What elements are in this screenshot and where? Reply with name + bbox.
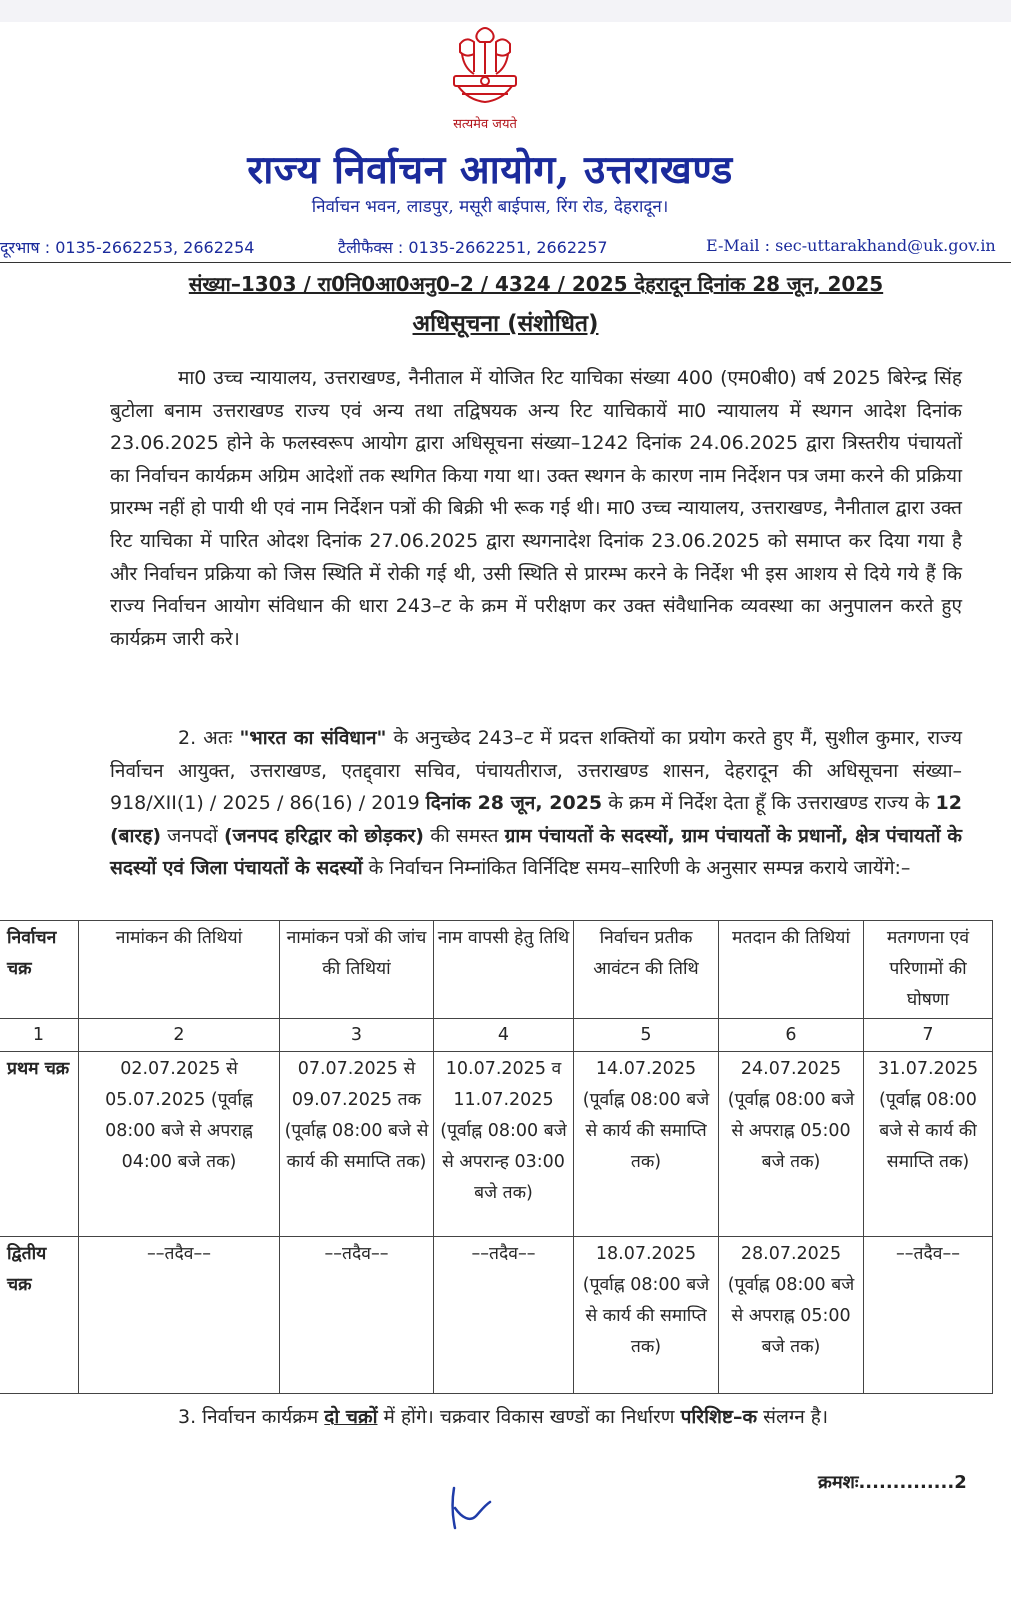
header-divider: [0, 262, 1011, 263]
paragraph-3: 3. निर्वाचन कार्यक्रम दो चक्रों में होंगे। चक्रवार विकास खण्डों का निर्धारण परिशिष्ट–क संलग्न है।: [178, 1406, 829, 1428]
column-number: 7: [864, 1019, 993, 1052]
emblem-motto: सत्यमेव जयते: [453, 117, 517, 132]
national-emblem-icon: [440, 24, 530, 120]
phase-label: द्वितीय चक्र: [0, 1237, 79, 1394]
table-cell: ––तदैव––: [280, 1237, 434, 1394]
election-schedule-table: [0, 920, 993, 1394]
table-cell: ––तदैव––: [79, 1237, 280, 1394]
table-cell: ––तदैव––: [864, 1237, 993, 1394]
header-polling-dates: मतदान की तिथियां: [719, 921, 864, 1019]
telefax-number: टैलीफैक्स : 0135-2662251, 2662257: [338, 238, 608, 257]
header-scrutiny-dates: नामांकन पत्रों की जांच की तिथियां: [280, 921, 434, 1019]
email-address: E-Mail : sec-uttarakhand@uk.gov.in: [706, 236, 996, 255]
table-cell: 28.07.2025 (पूर्वाह्न 08:00 बजे से अपराह्न 05:00 बजे तक): [719, 1237, 864, 1394]
column-number: 1: [0, 1019, 79, 1052]
table-cell: ––तदैव––: [434, 1237, 574, 1394]
table-row: [0, 1237, 993, 1394]
column-number: 6: [719, 1019, 864, 1052]
table-number-row: [0, 1019, 993, 1052]
phase-label: प्रथम चक्र: [0, 1052, 79, 1237]
header-symbol-allotment-date: निर्वाचन प्रतीक आवंटन की तिथि: [574, 921, 719, 1019]
table-cell: 07.07.2025 से 09.07.2025 तक (पूर्वाह्न 08:00 बजे से कार्य की समाप्ति तक): [280, 1052, 434, 1237]
column-number: 4: [434, 1019, 574, 1052]
table-cell: 10.07.2025 व 11.07.2025 (पूर्वाह्न 08:00 बजे से अपरान्ह 03:00 बजे तक): [434, 1052, 574, 1237]
letterhead-address: निर्वाचन भवन, लाडपुर, मसूरी बाईपास, रिंग रोड, देहरादून।: [311, 197, 669, 217]
header-counting-results: मतगणना एवं परिणामों की घोषणा: [864, 921, 993, 1019]
column-number: 2: [79, 1019, 280, 1052]
header-phase: निर्वाचन चक्र: [0, 921, 79, 1019]
table-header-row: [0, 921, 993, 1019]
column-number: 3: [280, 1019, 434, 1052]
header-withdrawal-date: नाम वापसी हेतु तिथि: [434, 921, 574, 1019]
paragraph-1: मा0 उच्च न्यायालय, उत्तराखण्ड, नैनीताल में योजित रिट याचिका संख्या 400 (एम0बी0) वर्ष 2025 बिरेन्द्र सिंह बुटोला बनाम उत्तराखण्ड राज्य एवं अन्य तथा तद्विषयक अन्य रिट याचिकायें मा0 न्यायालय में स्थगन आदेश दिनांक 23.06.2025 होने के फलस्वरूप आयोग द्वारा अधिसूचना संख्या–1242 दिनांक 24.06.2025 द्वारा त्रिस्तरीय पंचायतों का निर्वाचन कार्यक्रम अग्रिम आदेशों तक स्थगित किया गया था। उक्त स्थगन के कारण नाम निर्देशन पत्र जमा करने की प्रक्रिया प्रारम्भ नहीं हो पायी थी एवं नाम निर्देशन पत्रों की बिक्री भी रूक गई थी। मा0 उच्च न्यायालय, उत्तराखण्ड, नैनीताल द्वारा उक्त रिट याचिका में पारित ओदश दिनांक 27.06.2025 द्वारा स्थगनादेश दिनांक 23.06.2025 को समाप्त कर दिया गया है और निर्वाचन प्रक्रिया को जिस स्थिति में रोकी गई थी, उसी स्थिति से प्रारम्भ करने के निर्देश भी इस आशय से दिये गये हैं कि राज्य निर्वाचन आयोग संविधान की धारा 243–ट के क्रम में परीक्षण कर उक्त संवैधानिक व्यवस्था का अनुपालन करते हुए कार्यक्रम जारी करे।: [110, 367, 962, 650]
table-cell: 14.07.2025 (पूर्वाह्न 08:00 बजे से कार्य की समाप्ति तक): [574, 1052, 719, 1237]
reference-number: संख्या–1303 / रा0नि0आ0अनु0–2 / 4324 / 2025 देहरादून दिनांक 28 जून, 2025: [188, 272, 884, 296]
table-cell: 31.07.2025 (पूर्वाह्न 08:00 बजे से कार्य की समाप्ति तक): [864, 1052, 993, 1237]
notification-heading: अधिसूचना (संशोधित): [412, 311, 599, 337]
letterhead-title: राज्य निर्वाचन आयोग, उत्तराखण्ड: [247, 147, 733, 193]
table-cell: 24.07.2025 (पूर्वाह्न 08:00 बजे से अपराह्न 05:00 बजे तक): [719, 1052, 864, 1237]
top-band: [0, 0, 1011, 22]
table-row: [0, 1052, 993, 1237]
column-number: 5: [574, 1019, 719, 1052]
table-cell: 18.07.2025 (पूर्वाह्न 08:00 बजे से कार्य की समाप्ति तक): [574, 1237, 719, 1394]
header-nomination-dates: नामांकन की तिथियां: [79, 921, 280, 1019]
phone-number: दूरभाष : 0135-2662253, 2662254: [0, 238, 255, 257]
paragraph-2: 2. अतः "भारत का संविधान" के अनुच्छेद 243–ट में प्रदत्त शक्तियों का प्रयोग करते हुए मैं, सुशील कुमार, राज्य निर्वाचन आयुक्त, उत्तराखण्ड, एतद्द्वारा सचिव, पंचायतीराज, उत्तराखण्ड शासन, देहरादून की अधिसूचना संख्या–918/XII(1) / 2025 / 86(16) / 2019 दिनांक 28 जून, 2025 के क्रम में निर्देश देता हूँ कि उत्तराखण्ड राज्य के 12 (बारह) जनपदों (जनपद हरिद्वार को छोड़कर) की समस्त ग्राम पंचायतों के सदस्यों, ग्राम पंचायतों के प्रधानों, क्षेत्र पंचायतों के सदस्यों एवं जिला पंचायतों के सदस्यों के निर्वाचन निम्नांकित विर्निदिष्ट समय–सारिणी के अनुसार सम्पन्न कराये जायेंगे:–: [110, 727, 963, 880]
table-cell: 02.07.2025 से 05.07.2025 (पूर्वाह्न 08:00 बजे से अपराह्न 04:00 बजे तक): [79, 1052, 280, 1237]
continued-marker: क्रमशः..............2: [818, 1472, 967, 1493]
signature-initial: [440, 1478, 510, 1534]
